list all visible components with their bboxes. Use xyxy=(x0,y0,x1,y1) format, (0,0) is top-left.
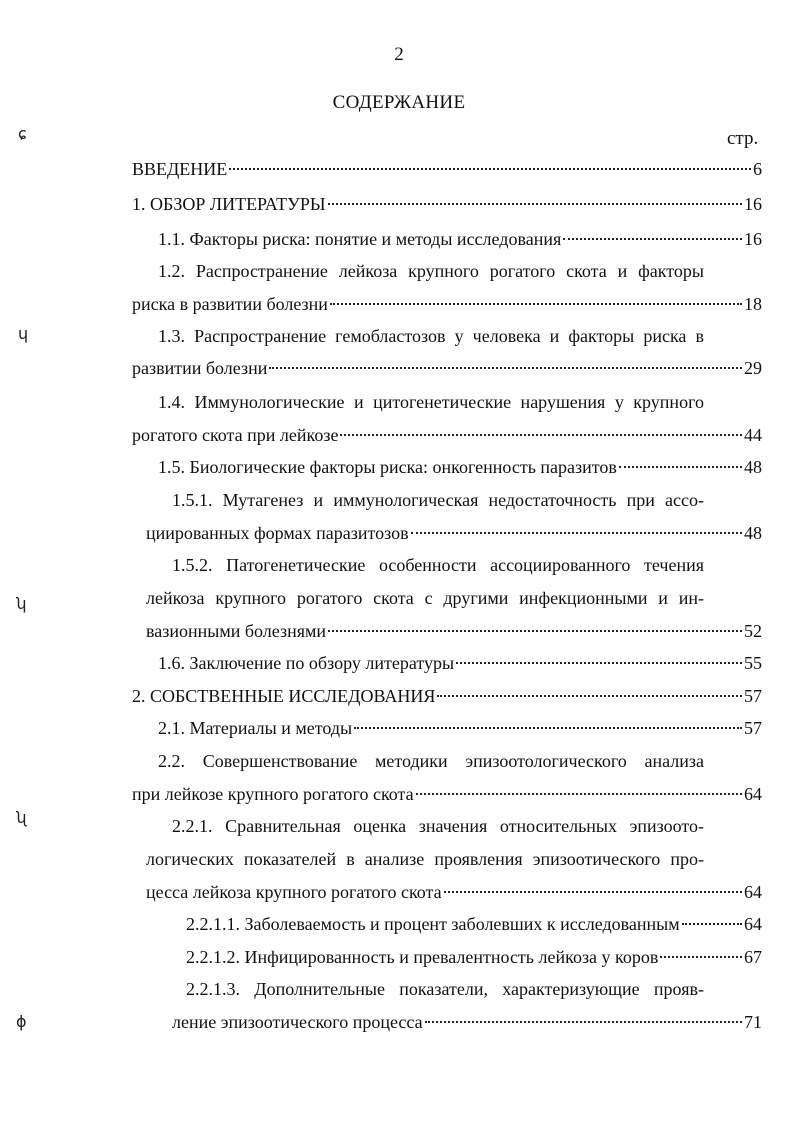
document-title: СОДЕРЖАНИЕ xyxy=(332,92,466,113)
margin-handwritten-mark: ʮ xyxy=(16,594,27,613)
toc-entry-title: цесса лейкоза крупного рогатого скота xyxy=(146,882,442,902)
toc-entry xyxy=(158,651,762,675)
dot-leader xyxy=(444,891,742,893)
toc-entry-page: 57 xyxy=(744,718,762,738)
toc-entry-page: 67 xyxy=(744,947,762,967)
dot-leader xyxy=(330,303,742,305)
dot-leader xyxy=(416,793,742,795)
toc-entry-line: 2.2.1. Сравнительная оценка значения относительных эпизоото- xyxy=(172,816,704,836)
toc-entry-line: 1.5.2. Патогенетические особенности ассоциированного течения xyxy=(172,555,704,575)
toc-entry-title: 2.2.1.2. Инфицированность и превалентность лейкоза у коров xyxy=(186,947,659,967)
toc-entry-line: 1.4. Иммунологические и цитогенетические нарушения у крупного xyxy=(158,392,704,412)
toc-entry-title: рогатого скота при лейкозе xyxy=(132,425,339,445)
toc-entry xyxy=(146,619,762,643)
toc-entry-page: 18 xyxy=(744,294,762,314)
toc-entry-page: 52 xyxy=(744,621,762,641)
dot-leader xyxy=(563,238,742,240)
page-number: 2 xyxy=(394,44,404,65)
toc-entry-title: 2.2.1.1. Заболеваемость и процент заболевших к исследованным xyxy=(186,914,680,934)
margin-handwritten-mark: ɕ xyxy=(18,124,27,143)
margin-handwritten-mark: ʯ xyxy=(16,808,27,827)
toc-entry-page: 57 xyxy=(744,686,762,706)
toc-entry-line: 2.2.1.3. Дополнительные показатели, характеризующие прояв- xyxy=(186,979,704,999)
toc-entry-title: при лейкозе крупного рогатого скота xyxy=(132,784,414,804)
toc-entry xyxy=(132,192,762,216)
toc-entry-title: риска в развитии болезни xyxy=(132,294,328,314)
toc-entry xyxy=(186,945,762,969)
dot-leader xyxy=(437,695,742,697)
dot-leader xyxy=(456,662,742,664)
dot-leader xyxy=(682,923,742,925)
dot-leader xyxy=(425,1021,742,1023)
toc-entry xyxy=(146,521,762,545)
toc-entry-title: ление эпизоотического процесса xyxy=(172,1012,423,1032)
toc-entry-title: вазионными болезнями xyxy=(146,621,327,641)
toc-entry-line: логических показателей в анализе проявления эпизоотического про- xyxy=(146,849,704,869)
toc-entry-page: 48 xyxy=(744,523,762,543)
toc-entry xyxy=(132,684,762,708)
toc-entry-line: лейкоза крупного рогатого скота с другими инфекционными и ин- xyxy=(146,588,704,608)
toc-entry-title: 2.1. Материалы и методы xyxy=(158,718,353,738)
dot-leader xyxy=(328,630,742,632)
dot-leader xyxy=(269,367,742,369)
toc-entry-page: 29 xyxy=(744,358,762,378)
toc-entry-title: циированных формах паразитозов xyxy=(146,523,409,543)
toc-entry-page: 64 xyxy=(744,914,762,934)
toc-entry-title: ВВЕДЕНИЕ xyxy=(132,159,228,179)
dot-leader xyxy=(229,168,751,170)
toc-entry-title: 2. СОБСТВЕННЫЕ ИССЛЕДОВАНИЯ xyxy=(132,686,436,706)
toc-entry xyxy=(172,1010,762,1034)
toc-entry-page: 64 xyxy=(744,882,762,902)
dot-leader xyxy=(660,956,742,958)
toc-entry-page: 48 xyxy=(744,457,762,477)
toc-entry-page: 6 xyxy=(753,159,762,179)
toc-entry xyxy=(132,423,762,447)
toc-entry-line: 1.5.1. Мутагенез и иммунологическая недостаточность при ассо- xyxy=(172,490,704,510)
toc-entry xyxy=(158,227,762,251)
toc-entry-line: 2.2. Совершенствование методики эпизоотологического анализа xyxy=(158,751,704,771)
toc-entry xyxy=(186,912,762,936)
toc-entry-page: 71 xyxy=(744,1012,762,1032)
toc-entry xyxy=(132,292,762,316)
page-column-label: стр. xyxy=(727,128,759,149)
toc-entry xyxy=(132,157,762,181)
dot-leader xyxy=(619,466,742,468)
toc-entry xyxy=(132,356,762,380)
toc-entry xyxy=(132,782,762,806)
toc-entry-page: 55 xyxy=(744,653,762,673)
toc-entry-title: развитии болезни xyxy=(132,358,268,378)
toc-entry-page: 16 xyxy=(744,229,762,249)
dot-leader xyxy=(354,727,742,729)
margin-handwritten-mark: ɸ xyxy=(16,1012,27,1031)
toc-entry xyxy=(158,716,762,740)
dot-leader xyxy=(340,434,742,436)
toc-entry-title: 1.1. Факторы риска: понятие и методы исследования xyxy=(158,229,562,249)
toc-entry-line: 1.2. Распространение лейкоза крупного рогатого скота и факторы xyxy=(158,261,704,281)
toc-entry-page: 16 xyxy=(744,194,762,214)
toc-entry-page: 64 xyxy=(744,784,762,804)
toc-entry-title: 1.5. Биологические факторы риска: онкогенность паразитов xyxy=(158,457,617,477)
toc-entry xyxy=(158,455,762,479)
toc-entry-page: 44 xyxy=(744,425,762,445)
toc-entry-title: 1. ОБЗОР ЛИТЕРАТУРЫ xyxy=(132,194,326,214)
dot-leader xyxy=(328,203,742,205)
margin-handwritten-mark: ɥ xyxy=(18,324,29,343)
toc-entry-line: 1.3. Распространение гемобластозов у человека и факторы риска в xyxy=(158,326,704,346)
toc-entry xyxy=(146,880,762,904)
toc-entry-title: 1.6. Заключение по обзору литературы xyxy=(158,653,455,673)
dot-leader xyxy=(411,532,742,534)
